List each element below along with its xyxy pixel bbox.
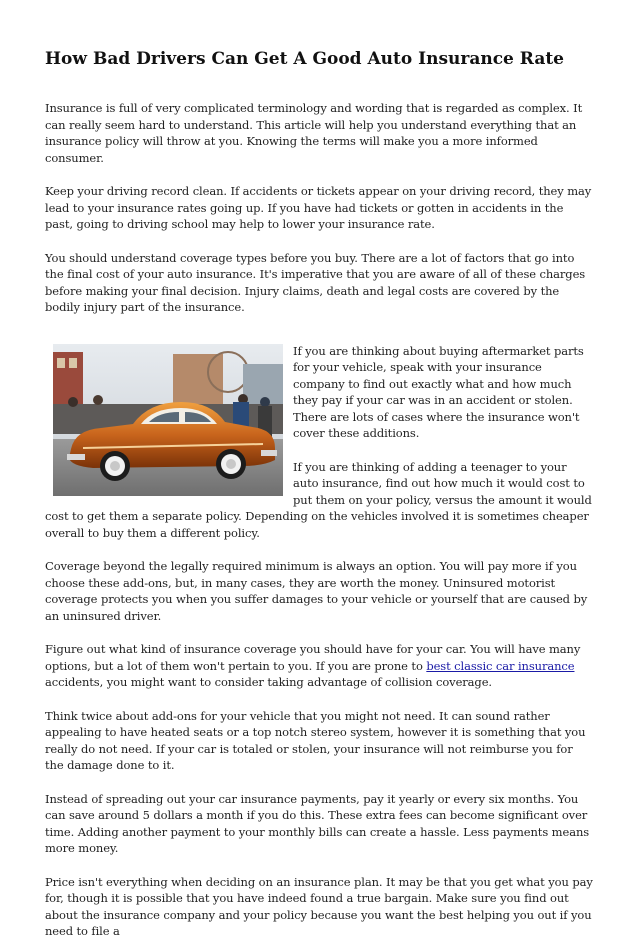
paragraph-price: Price isn't everything when deciding on an insurance plan. It may be that you get what you pay for, though it is possible that you have indeed found a true bargain. Make sure you find out about the insurance company and your policy because you want the best helping you out if you need to file a (45, 874, 593, 938)
paragraph-intro: Insurance is full of very complicated terminology and wording that is regarded as complex. It can really seem hard to understand. This article will help you understand everything that an insurance policy will throw at you. Knowing the terms will make you a more informed consumer. (45, 101, 583, 165)
paragraph-coverage-types: You should understand coverage types before you buy. There are a lot of factors that go into the final cost of your auto insurance. It's imperative that you are aware of all of these charges before making your final decision. Injury claims, death and legal costs are covered by the bodily injury part of the insurance. (45, 250, 586, 314)
paragraph-coverage-kind-text-1: Figure out what kind of insurance coverage you should have for your car. You will have many options, but a lot of them won't pertain to you. If you are prone to (45, 642, 581, 673)
paragraph-coverage-kind (45, 641, 593, 691)
image-text-block (45, 333, 593, 542)
paragraph-coverage-kind-text-2: accidents, you might want to consider taking advantage of collision coverage. (45, 675, 492, 689)
classic-car-insurance-link[interactable]: best classic car insurance (426, 658, 575, 673)
paragraph-payments: Instead of spreading out your car insurance payments, pay it yearly or every six months. You can save around 5 dollars a month if you do this. These extra fees can become significant over time. Adding another payment to your monthly bills can create a hassle. Less payments means more money. (45, 791, 590, 855)
paragraph-coverage-minimum: Coverage beyond the legally required minimum is always an option. You will pay more if you choose these add-ons, but, in many cases, they are worth the money. Uninsured motorist coverage protects you when you suffer damages to your vehicle or yourself that are caused by an uninsured driver. (45, 559, 588, 623)
paragraph-driving-record: Keep your driving record clean. If accidents or tickets appear on your driving record, they may lead to your insurance rates going up. If you have had tickets or gotten in accidents in the past, going to driving school may help to lower your insurance rate. (45, 184, 592, 231)
page-title: How Bad Drivers Can Get A Good Auto Insurance Rate (45, 49, 564, 69)
paragraph-teenager: If you are thinking of adding a teenager to your auto insurance, find out how much it would cost to put them on your policy, versus the amount it would cost to get them a separate policy. Depending on the vehicles involved it is sometimes cheaper overall to buy them a different policy. (45, 459, 592, 540)
paragraph-aftermarket-parts: If you are thinking about buying aftermarket parts for your vehicle, speak with your insurance company to find out exactly what and how much they pay if your car was in an accident or stolen. There are lots of cases where the insurance won't cover these additions. (293, 343, 584, 440)
paragraph-add-ons: Think twice about add-ons for your vehicle that you might not need. It can sound rather appealing to have heated seats or a top notch stereo system, however it is something that you really do not need. If your car is totaled or stolen, your insurance will not reimburse you for the damage done to it. (45, 708, 586, 772)
classic-car-photo (53, 344, 283, 496)
